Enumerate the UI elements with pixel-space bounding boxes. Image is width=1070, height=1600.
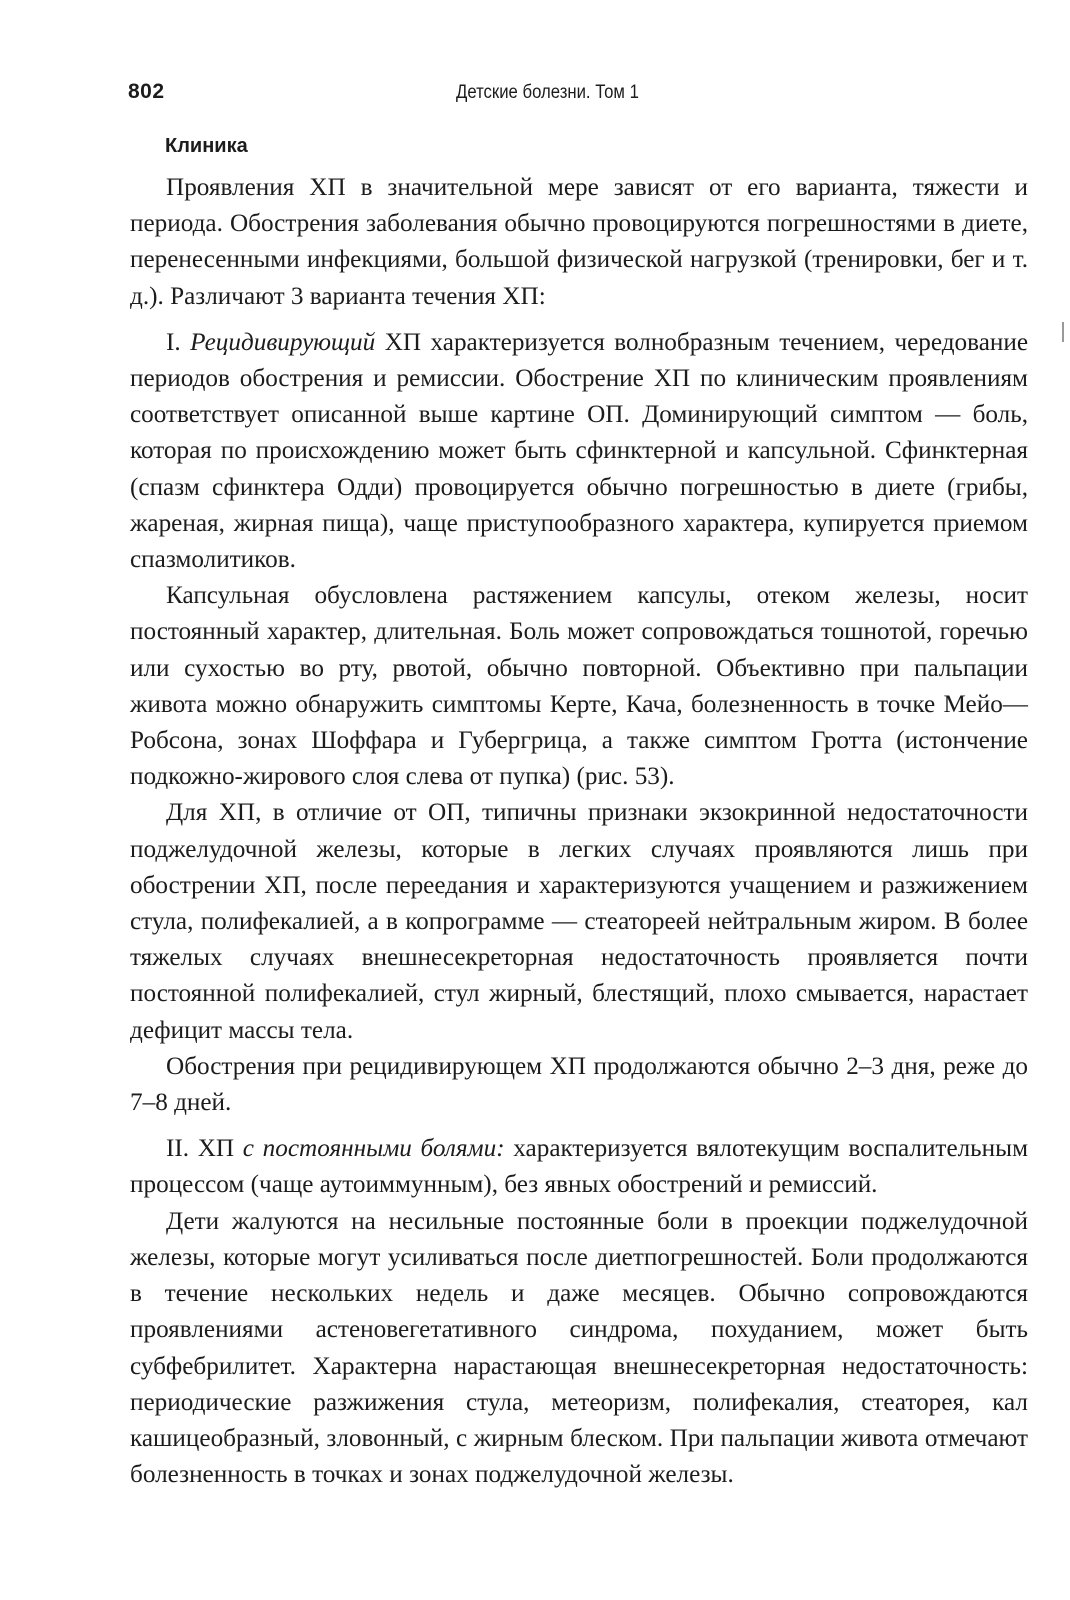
paragraph-children-complaints: Дети жалуются на несильные постоянные боли в проекции поджелудочной железы, которые могут усиливаться после диетпогрешностей. Боли продолжаются в течение нескольких недель и даже месяцев. Обычно сопровождаются проявлениями астеновегетативного синдрома, похуданием, может быть субфебрилитет. Характерна нарастающая внешнесекреторная недостаточность: периодические разжижения стула, метеоризм, полифекалия, стеаторея, кал кашицеобразный, зловонный, с жирным блеском. При пальпации живота отмечают болезненность в точках и зонах поджелудочной железы. (130, 1207, 1028, 1489)
variant-1-label: I. (166, 328, 181, 356)
paragraph-variant-1 (130, 325, 1028, 578)
scan-edge-mark (1062, 322, 1064, 342)
variant-1-text: ХП характеризуется волнобразным течением, чередование периодов обострения и ремиссии. Обострение ХП по клиническим проявлениям соответствует описанной выше картине ОП. Доминирующий симптом — боль, которая по происхождению может быть сфинктерной и капсульной. Сфинктерная (спазм сфинктера Одди) провоцируется обычно погрешностью в диете (грибы, жареная, жирная пища), чаще приступообразного характера, купируется приемом спазмолитиков. (130, 328, 1029, 574)
body-text (130, 170, 1028, 1493)
paragraph-exocrine-insufficiency: Для ХП, в отличие от ОП, типичны признаки экзокринной недостаточности поджелудочной железы, которые в легких случаях проявляются лишь при обострении ХП, после переедания и характеризуются учащением и разжижением стула, полифекалией, а в копрограмме — стеатореей нейтральным жиром. В более тяжелых случаях внешнесекреторная недостаточность проявляется почти постоянной полифекалией, стул жирный, блестящий, плохо смывается, нарастает дефицит массы тела. (130, 799, 1028, 1044)
variant-2-label: II. ХП (166, 1135, 235, 1163)
variant-2-text: характеризуется вялотекущим воспалительным процессом (чаще аутоиммунным), без явных обострений и ремиссий. (130, 1135, 1029, 1199)
paragraph-exacerbation-duration: Обострения при рецидивирующем ХП продолжаются обычно 2–3 дня, реже до 7–8 дней. (130, 1052, 1028, 1117)
book-title: Детские болезни. Том 1 (456, 82, 639, 103)
section-heading: Клиника (165, 135, 248, 157)
paragraph-capsular-pain: Капсульная обусловлена растяжением капсулы, отеком железы, носит постоянный характер, длительная. Боль может сопровождаться тошнотой, горечью или сухостью во рту, рвотой, обычно повторной. Объективно при пальпации живота можно обнаружить симптомы Керте, Кача, болезненность в точке Мейо—Робсона, зонах Шоффара и Губергрица, а также симптом Гротта (истончение подкожно-жирового слоя слева от пупка) (рис. 53). (130, 582, 1028, 791)
page-number: 802 (128, 80, 165, 103)
variant-1-term: Рецидивирующий (190, 328, 376, 356)
paragraph-intro: Проявления ХП в значительной мере зависят от его варианта, тяжести и периода. Обострения заболевания обычно провоцируются погрешностями в диете, перенесенными инфекциями, большой физической нагрузкой (тренировки, бег и т. д.). Различают 3 варианта течения ХП: (130, 174, 1028, 310)
running-header (128, 80, 1028, 112)
variant-2-term: с постоянными болями: (242, 1135, 505, 1163)
paragraph-variant-2 (130, 1131, 1028, 1203)
